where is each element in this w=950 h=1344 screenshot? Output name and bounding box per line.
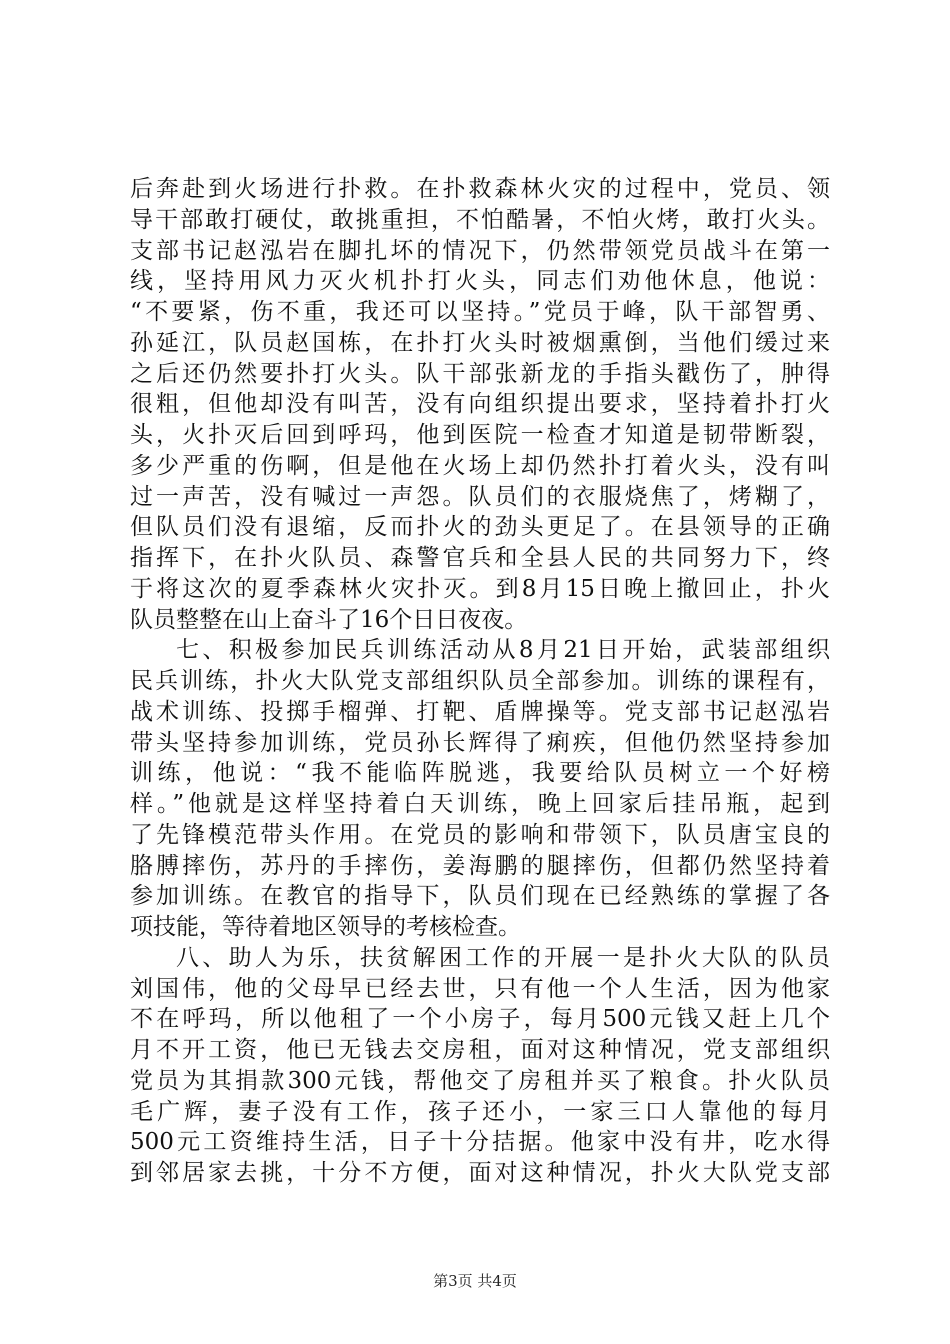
paragraph-heading-line: 七、积极参加民兵训练活动从8月21日开始，武装部组织	[176, 637, 830, 664]
text-line: 毛广辉，妻子没有工作，孩子还小，一家三口人靠他的每月	[130, 1098, 830, 1125]
text-line: 项技能，等待着地区领导的考核检查。	[130, 914, 521, 940]
text-line: 队员整整在山上奋斗了16个日日夜夜。	[130, 606, 528, 633]
page-number-footer: 第3页 共4页	[433, 1272, 517, 1290]
text-line: 于将这次的夏季森林火灾扑灭。到8月15日晚上撤回止，扑火	[130, 575, 830, 602]
text-line: 民兵训练，扑火大队党支部组织队员全部参加。训练的课程有，	[130, 668, 830, 694]
text-line: 了先锋模范带头作用。在党员的影响和带领下，队员唐宝良的	[130, 821, 830, 848]
text-line: 参加训练。在教官的指导下，队员们现在已经熟练的掌握了各	[130, 883, 830, 910]
text-line: 不在呼玛，所以他租了一个小房子，每月500元钱又赶上几个	[130, 1006, 830, 1033]
text-line: 到邻居家去挑，十分不方便，面对这种情况，扑火大队党支部	[130, 1160, 830, 1186]
text-line: 线，坚持用风力灭火机扑打火头，同志们劝他休息，他说：	[130, 268, 830, 295]
text-line: 刘国伟，他的父母早已经去世，只有他一个人生活，因为他家	[130, 975, 830, 1002]
text-line: 月不开工资，他已无钱去交房租，面对这种情况，党支部组织	[130, 1037, 830, 1063]
text-line: 头，火扑灭后回到呼玛，他到医院一检查才知道是韧带断裂，	[130, 422, 830, 448]
text-line: 过一声苦，没有喊过一声怨。队员们的衣服烧焦了，烤糊了，	[130, 483, 830, 510]
text-line: 导干部敢打硬仗，敢挑重担，不怕酷暑，不怕火烤，敢打火头。	[130, 206, 830, 233]
text-line: 后奔赴到火场进行扑救。在扑救森林火灾的过程中，党员、领	[130, 176, 830, 202]
text-line: 样。”他就是这样坚持着白天训练，晚上回家后挂吊瓶，起到	[130, 791, 830, 817]
text-line: 战术训练、投掷手榴弹、打靶、盾牌操等。党支部书记赵泓岩	[130, 698, 830, 725]
text-line: 胳膊摔伤，苏丹的手摔伤，姜海鹏的腿摔伤，但都仍然坚持着	[130, 852, 830, 879]
text-line: 党员为其捐款300元钱，帮他交了房租并买了粮食。扑火队员	[130, 1067, 830, 1094]
paragraph-heading-line: 八、助人为乐，扶贫解困工作的开展一是扑火大队的队员	[176, 944, 830, 971]
text-line: 500元工资维持生活，日子十分拮据。他家中没有井，吃水得	[130, 1129, 830, 1156]
text-line: 训练，他说：“我不能临阵脱逃，我要给队员树立一个好榜	[130, 760, 830, 787]
text-line: 支部书记赵泓岩在脚扎坏的情况下，仍然带领党员战斗在第一	[130, 237, 830, 264]
text-line: 之后还仍然要扑打火头。队干部张新龙的手指头戳伤了，肿得	[130, 360, 830, 387]
body-text	[130, 174, 830, 1189]
text-line: 带头坚持参加训练，党员孙长辉得了痢疾，但他仍然坚持参加	[130, 729, 830, 756]
text-line: 多少严重的伤啊，但是他在火场上却仍然扑打着火头，没有叫	[130, 452, 830, 479]
text-line: 孙延江，队员赵国栋，在扑打火头时被烟熏倒，当他们缓过来	[130, 329, 830, 356]
text-line: 很粗，但他却没有叫苦，没有向组织提出要求，坚持着扑打火	[130, 391, 830, 418]
text-line: 指挥下，在扑火队员、森警官兵和全县人民的共同努力下，终	[130, 545, 830, 571]
text-line: “不要紧，伤不重，我还可以坚持。”党员于峰，队干部智勇、	[130, 299, 830, 325]
text-line: 但队员们没有退缩，反而扑火的劲头更足了。在县领导的正确	[130, 514, 830, 541]
